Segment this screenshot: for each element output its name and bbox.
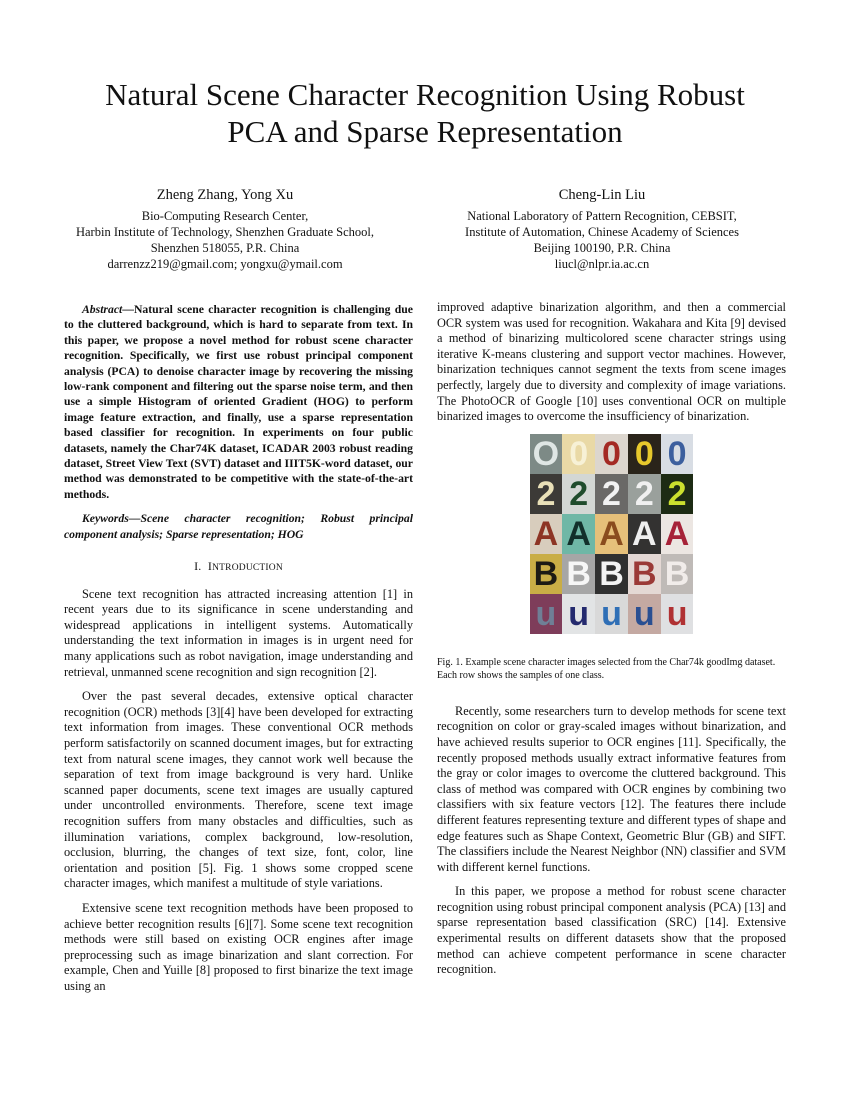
character-tile: u: [595, 594, 628, 634]
character-tile: A: [562, 514, 595, 554]
character-tile: B: [562, 554, 595, 594]
author-names: Zheng Zhang, Yong Xu: [156, 187, 294, 203]
affiliation-line: Bio-Computing Research Center,: [141, 209, 309, 223]
figure-caption: Fig. 1. Example scene character images selected from the Char74k goodImg dataset. Each row shows the samples of one class.: [437, 656, 776, 681]
body-paragraph: Over the past several decades, extensive optical character recognition (OCR) methods [3][4] have been developed for extracting text information from images. These conventional OCR methods perform satisfactorily on scanned document images, but for extracting text from natural scene images, they cannot work well because the separation of text from image background is very hard. Unlike scanned paper documents, scene text images are usually captured under uncontrolled environments. Therefore, scene text image recognition suffers from many obstacles and difficulties, such as illumination variations, complex background, low-resolution, occlusion, blurring, the changes of text size, font, color, line orientation and position [5]. Fig. 1 shows some cropped scene character images, which manifest a multitude of style variations.: [64, 689, 413, 891]
keywords-label: Keywords: [82, 512, 129, 526]
body-paragraph: Scene text recognition has attracted increasing attention [1] in recent years due to its significance in scene understanding and widespread applications in intelligent systems. Automatically understanding the text information in images is in urgent need for many applications such as robot navigation, image understanding and retrieval, unmanned scene recognition and sign recognition [2].: [64, 586, 413, 679]
character-tile: A: [628, 514, 661, 554]
left-column: [64, 302, 413, 1004]
character-tile: 2: [530, 474, 563, 514]
character-tile: u: [628, 594, 661, 634]
title-line-1: Natural Scene Character Recognition Using Robust: [105, 77, 745, 112]
section-heading: [64, 559, 413, 577]
character-tile: A: [530, 514, 563, 554]
character-tile: 0: [661, 434, 694, 474]
character-tile: A: [595, 514, 628, 554]
author-names: Cheng-Lin Liu: [558, 187, 646, 203]
keywords-text: —Scene character recognition; Robust principal component analysis; Sparse representation; HOG: [64, 512, 413, 541]
author-block-2: [436, 185, 768, 272]
paper-title: [40, 76, 810, 150]
affiliation-line: Harbin Institute of Technology, Shenzhen Graduate School,: [75, 225, 374, 239]
abstract-text: —Natural scene character recognition is challenging due to the cluttered background, which is hard to separate from text. In this paper, we propose a novel method for robust scene character recognition. Specifically, we first use robust principal component analysis (PCA) to denoise character image by recovering the missing low-rank component and filtering out the sparse noise term, and then use a simple Histogram of oriented Gradient (HOG) to perform image feature extraction, and finally, use a sparse representation based classifier for recognition. In experiments on four public datasets, namely the Char74K dataset, ICADAR 2003 robust reading dataset, Street View Text (SVT) dataset and IIIT5K-word dataset, our method was demonstrated to be competitive with the state-of-the-art methods.: [64, 303, 413, 501]
character-tile: u: [562, 594, 595, 634]
affiliation-line: Institute of Automation, Chinese Academy of Sciences: [465, 225, 739, 239]
character-tile: 2: [628, 474, 661, 514]
author-email: darrenzz219@gmail.com; yongxu@ymail.com: [107, 257, 343, 271]
abstract-label: Abstract: [82, 303, 123, 316]
abstract: [64, 302, 413, 502]
section-number: I.: [194, 559, 202, 574]
character-tile: 0: [628, 434, 661, 474]
affiliation-line: Beijing 100190, P.R. China: [533, 241, 671, 255]
author-block-1: [62, 185, 388, 272]
character-tile: 2: [661, 474, 694, 514]
body-paragraph: Recently, some researchers turn to develop methods for scene text recognition on color or gray-scaled images without binarization, and have achieved results superior to OCR engines [11]. Specifically, the recently proposed methods usually extract informative features from the gray or color images to overcome the cluttered background. This class of method was compared with OCR engines by combining two classifiers with six feature vectors [12]. The features there include different features representing texture and different types of shape and edge features such as Shape Context, Geometric Blur (GB) and SIFT. The classifiers include the Nearest Neighbor (NN) classifier and SVM with different kernel functions.: [437, 703, 786, 874]
character-tile: B: [628, 554, 661, 594]
author-email: liucl@nlpr.ia.ac.cn: [554, 257, 650, 271]
body-paragraph: Extensive scene text recognition methods have been proposed to achieve better recognition results [6][7]. Some scene text recognition methods were still based on existing OCR engines after image preprocessing such as image binarization and slant correction. For example, Chen and Yuille [8] proposed to first binarize the text image using an: [64, 900, 413, 993]
character-tile: B: [661, 554, 694, 594]
keywords: [64, 511, 413, 542]
body-paragraph: In this paper, we propose a method for robust scene character recognition using robust principal component analysis (PCA) [13] and sparse representation based classification (SRC) [14]. Extensive experimental results on different datasets show that the proposed method can achieve competent performance in scene character recognition.: [437, 884, 786, 977]
section-initial: I: [207, 559, 213, 574]
character-tile: 0: [562, 434, 595, 474]
body-paragraph: improved adaptive binarization algorithm, and then a commercial OCR system was used for recognition. Wakahara and Kita [9] devised a method of binarizing multicolored scene character strings using iterative K-means clustering and support vector machines. However, binarization techniques cannot segment the texts from scene images perfectly, largely due to diversity and complexity of image variations. The PhotoOCR of Google [10] uses conventional OCR on multiple binarized images to overcome the insufficiency of binarization.: [437, 300, 786, 424]
figure-character-grid: [530, 434, 694, 634]
right-column: [437, 300, 786, 987]
character-tile: 2: [595, 474, 628, 514]
affiliation-line: National Laboratory of Pattern Recognition, CEBSIT,: [467, 209, 737, 223]
affiliation-line: Shenzhen 518055, P.R. China: [150, 241, 300, 255]
section-title-rest: NTRODUCTION: [212, 563, 283, 574]
character-tile: u: [661, 594, 694, 634]
character-tile: B: [530, 554, 563, 594]
character-tile: O: [530, 434, 563, 474]
character-tile: 0: [595, 434, 628, 474]
character-tile: B: [595, 554, 628, 594]
title-line-2: PCA and Sparse Representation: [227, 114, 623, 149]
character-tile: 2: [562, 474, 595, 514]
character-tile: A: [661, 514, 694, 554]
character-tile: u: [530, 594, 563, 634]
